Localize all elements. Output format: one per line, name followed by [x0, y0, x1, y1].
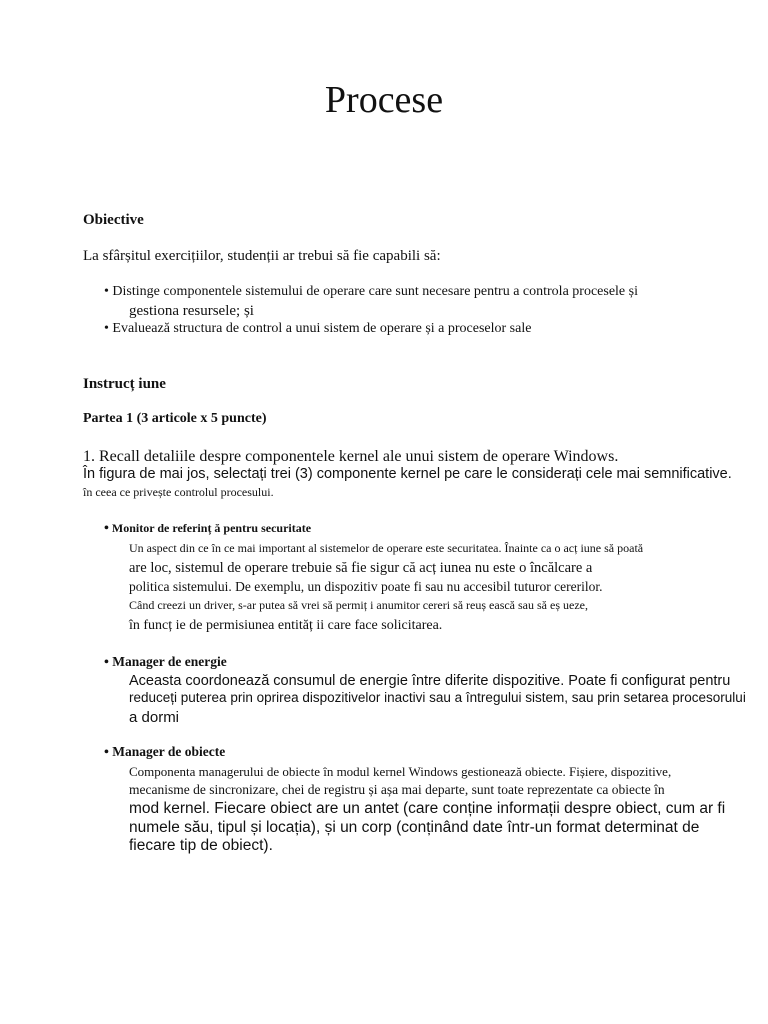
- component-text: Când creezi un driver, s-ar putea să vrei să permiț i anumitor cereri să reuș ească sau să eș ueze,: [129, 598, 588, 612]
- instructions-heading: Instrucț iune: [83, 376, 166, 392]
- component-text: Aceasta coordonează consumul de energie între diferite dispozitive. Poate fi configurat pentru: [129, 673, 731, 689]
- bullet-icon: •: [104, 284, 109, 299]
- objective-item: [104, 321, 531, 337]
- objectives-intro: La sfârșitul exercițiilor, studenții ar trebui să fie capabili să:: [83, 248, 441, 264]
- bullet-icon: •: [104, 745, 109, 760]
- bullet-icon: •: [104, 521, 109, 536]
- question-text: 1. Recall detaliile despre componentele kernel ale unui sistem de operare Windows.: [83, 448, 619, 465]
- component-text: a dormi: [129, 709, 180, 726]
- component-title: • Manager de energie: [104, 654, 227, 670]
- component-title: • Monitor de referinț ă pentru securitate: [104, 521, 312, 536]
- component-text: reduceți puterea prin oprirea dispozitivelor inactivi sau a întregului sistem, sau prin setarea procesorului: [129, 690, 746, 705]
- question-text: în ceea ce privește controlul procesului.: [83, 485, 274, 499]
- question-text: În figura de mai jos, selectați trei (3) componente kernel pe care le considerați cele mai semnificative.: [83, 466, 732, 482]
- objective-item: [104, 284, 638, 300]
- component-title: • Manager de obiecte: [104, 744, 226, 760]
- component-text: fiecare tip de obiect).: [129, 837, 273, 854]
- page-title: Procese: [324, 79, 444, 121]
- component-text: are loc, sistemul de operare trebuie să fie sigur că acț iunea nu este o încălcare a: [129, 560, 593, 576]
- component-text: mod kernel. Fiecare obiect are un antet (care conține informații despre obiect, cum ar fi: [129, 800, 726, 817]
- component-text: Un aspect din ce în ce mai important al sistemelor de operare este securitatea. Înainte ca o acț iune să poată: [129, 541, 644, 555]
- component-text: numele său, tipul și locația), și un corp (conținând date într-un format determinat de: [129, 819, 700, 836]
- bullet-icon: •: [104, 321, 109, 336]
- component-text: politica sistemului. De exemplu, un dispozitiv poate fi sau nu accesibil tuturor cererilor.: [129, 579, 603, 594]
- objective-text: Evaluează structura de control a unui sistem de operare și a proceselor sale: [112, 321, 532, 336]
- component-text: mecanisme de sincronizare, chei de registru și așa mai departe, sunt toate reprezentate ca obiecte în: [129, 782, 665, 797]
- component-text: în funcț ie de permisiunea entităț ii care face solicitarea.: [129, 618, 443, 633]
- objective-text: Distinge componentele sistemului de operare care sunt necesare pentru a controla procesele și: [112, 284, 638, 299]
- bullet-icon: •: [104, 655, 109, 670]
- component-text: Componenta managerului de obiecte în modul kernel Windows gestionează obiecte. Fișiere, dispozitive,: [129, 764, 672, 779]
- objectives-heading: Obiective: [83, 212, 144, 228]
- objective-text: gestiona resursele; și: [129, 303, 254, 319]
- part-heading: Partea 1 (3 articole x 5 puncte): [83, 411, 267, 426]
